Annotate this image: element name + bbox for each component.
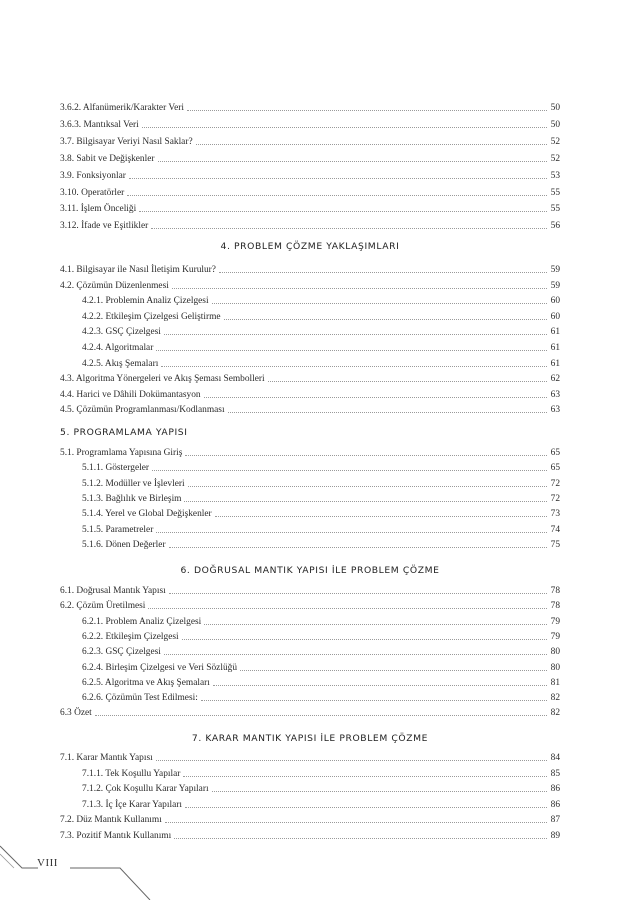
dot-leader — [148, 607, 547, 609]
toc-subentry[interactable] — [82, 460, 560, 474]
toc-entry[interactable] — [60, 168, 560, 182]
toc-entry-label: 6.2.4. Birleşim Çizelgesi ve Veri Sözlüğü — [82, 662, 238, 673]
toc-entry-label: 4.1. Bilgisayar ile Nasıl İletişim Kurulur? — [60, 265, 216, 275]
toc-entry-page: 79 — [550, 631, 560, 642]
toc-entry[interactable] — [60, 387, 560, 401]
toc-subentry[interactable] — [82, 537, 560, 551]
dot-leader — [161, 365, 547, 367]
toc-entry-label: 5.1.5. Parametreler — [82, 524, 154, 535]
toc-entry-label: 4.2.3. GSÇ Çizelgesi — [82, 327, 161, 338]
toc-entry-label: 3.8. Sabit ve Değişkenler — [60, 153, 155, 164]
dot-leader — [201, 699, 547, 701]
toc-entry-page: 50 — [550, 119, 560, 130]
toc-entry-label: 5.1. Programlama Yapısına Giriş — [60, 448, 183, 458]
toc-entry-page: 78 — [550, 586, 560, 596]
toc-entry-label: 3.10. Operatörler — [60, 187, 125, 198]
toc-entry-label: 5.1.6. Dönen Değerler — [82, 539, 166, 550]
toc-entry-page: 72 — [550, 478, 560, 489]
dot-leader — [158, 160, 547, 162]
dot-leader — [164, 653, 547, 655]
toc-subentry[interactable] — [82, 340, 560, 354]
toc-entry-page: 72 — [550, 493, 560, 504]
toc-entry-page: 87 — [550, 815, 560, 826]
toc-entry-page: 55 — [550, 204, 560, 215]
dot-leader — [196, 143, 547, 145]
toc-entry-page: 61 — [550, 327, 560, 338]
dot-leader — [187, 109, 547, 111]
dot-leader — [182, 638, 547, 640]
toc-entry[interactable] — [60, 371, 560, 385]
toc-entry-page: 52 — [550, 136, 560, 147]
toc-entry[interactable] — [60, 134, 560, 148]
toc-subentry[interactable] — [82, 491, 560, 505]
toc-entry-page: 60 — [550, 311, 560, 322]
dot-leader — [174, 837, 547, 839]
section-heading-5: 5. PROGRAMLAMA YAPISI — [60, 427, 188, 438]
toc-subentry[interactable] — [82, 356, 560, 370]
dot-leader — [172, 287, 547, 289]
toc-entry-label: 4.2.1. Problemin Analiz Çizelgesi — [82, 296, 209, 307]
dot-leader — [164, 333, 547, 335]
toc-entry-label: 3.11. İşlem Önceliği — [60, 204, 137, 215]
dot-leader — [142, 126, 547, 128]
toc-entry-label: 7.2. Düz Mantık Kullanımı — [60, 815, 162, 826]
dot-leader — [212, 302, 547, 304]
toc-entry[interactable] — [60, 185, 560, 199]
toc-entry-label: 3.6.3. Mantıksal Veri — [60, 119, 139, 130]
dot-leader — [240, 669, 547, 671]
toc-entry-page: 85 — [550, 768, 560, 779]
dot-leader — [151, 227, 547, 229]
table-of-contents — [60, 0, 560, 900]
toc-entry-label: 3.12. İfade ve Eşitlikler — [60, 221, 149, 232]
toc-entry-page: 82 — [550, 708, 560, 719]
toc-entry[interactable] — [60, 278, 560, 292]
dot-leader — [204, 396, 547, 398]
dot-leader — [156, 349, 547, 351]
toc-entry-page: 80 — [550, 647, 560, 658]
toc-subentry[interactable] — [82, 324, 560, 338]
toc-entry-page: 63 — [550, 389, 560, 400]
toc-entry-label: 6.2.3. GSÇ Çizelgesi — [82, 647, 161, 658]
section-heading-4: 4. PROBLEM ÇÖZME YAKLAŞIMLARI — [220, 241, 400, 252]
dot-leader — [184, 500, 547, 502]
toc-subentry[interactable] — [82, 293, 560, 307]
toc-entry-page: 82 — [550, 693, 560, 704]
toc-entry-label: 4.2. Çözümün Düzenlenmesi — [60, 280, 169, 291]
dot-leader — [185, 806, 547, 808]
toc-entry-label: 6.2.6. Çözümün Test Edilmesi: — [82, 693, 198, 704]
dot-leader — [169, 592, 547, 594]
toc-entry-label: 6.2.5. Algoritma ve Akış Şemaları — [82, 677, 210, 688]
toc-entry-page: 59 — [550, 280, 560, 291]
dot-leader — [219, 271, 547, 273]
toc-entry-page: 79 — [550, 616, 560, 627]
toc-entry[interactable] — [60, 402, 560, 416]
toc-entry-page: 61 — [550, 343, 560, 353]
toc-entry-page: 73 — [550, 509, 560, 520]
toc-entry[interactable] — [60, 201, 560, 215]
toc-entry-label: 7.1.2. Çok Koşullu Karar Yapıları — [82, 784, 209, 795]
toc-entry-page: 56 — [550, 221, 560, 232]
dot-leader — [268, 380, 547, 382]
toc-entry-page: 80 — [550, 662, 560, 673]
toc-subentry[interactable] — [82, 797, 560, 811]
toc-subentry[interactable] — [82, 506, 560, 520]
toc-entry-page: 86 — [550, 784, 560, 795]
toc-subentry[interactable] — [82, 614, 560, 628]
toc-entry-page: 78 — [550, 601, 560, 612]
toc-entry-page: 55 — [550, 187, 560, 198]
toc-entry-label: 6.3 Özet — [60, 708, 92, 719]
toc-entry-page: 65 — [550, 463, 560, 474]
toc-entry-label: 3.6.2. Alfanümerik/Karakter Veri — [60, 103, 185, 113]
toc-subentry[interactable] — [82, 629, 560, 643]
dot-leader — [156, 531, 547, 533]
dot-leader — [204, 623, 547, 625]
dot-leader — [212, 790, 547, 792]
toc-entry-page: 50 — [550, 103, 560, 113]
toc-entry-label: 5.1.3. Bağlılık ve Birleşim — [82, 493, 182, 504]
toc-subentry[interactable] — [82, 690, 560, 704]
toc-entry-label: 7.1.1. Tek Koşullu Yapılar — [82, 768, 181, 779]
toc-entry[interactable] — [60, 445, 560, 459]
dot-leader — [165, 821, 547, 823]
toc-entry[interactable] — [60, 583, 560, 597]
section-heading-6: 6. DOĞRUSAL MANTIK YAPISI İLE PROBLEM ÇÖZME — [180, 565, 440, 576]
toc-entry-page: 65 — [550, 448, 560, 458]
toc-entry-label: 7.1.3. İç İçe Karar Yapıları — [82, 799, 182, 810]
toc-subentry[interactable] — [82, 675, 560, 689]
toc-subentry[interactable] — [82, 644, 560, 658]
dot-leader — [224, 318, 547, 320]
toc-subentry[interactable] — [82, 522, 560, 536]
toc-entry-label: 7.1. Karar Mantık Yapısı — [60, 753, 153, 763]
dot-leader — [156, 759, 547, 761]
toc-entry-label: 7.3. Pozitif Mantık Kullanımı — [60, 831, 172, 841]
toc-subentry[interactable] — [82, 476, 560, 490]
toc-entry-page: 53 — [550, 170, 560, 181]
toc-entry-page: 74 — [550, 524, 560, 535]
toc-entry-label: 6.2. Çözüm Üretilmesi — [60, 601, 146, 612]
toc-entry[interactable] — [60, 218, 560, 232]
toc-entry-page: 81 — [550, 677, 560, 688]
toc-entry-label: 4.2.2. Etkileşim Çizelgesi Geliştirme — [82, 311, 221, 322]
toc-entry-label: 3.7. Bilgisayar Veriyi Nasıl Saklar? — [60, 136, 193, 147]
toc-entry-label: 5.1.1. Göstergeler — [82, 463, 149, 474]
dot-leader — [215, 515, 547, 517]
section-heading-7: 7. KARAR MANTIK YAPISI İLE PROBLEM ÇÖZME — [191, 733, 429, 744]
toc-entry[interactable] — [60, 750, 560, 764]
toc-entry-page: 75 — [550, 539, 560, 550]
toc-entry[interactable] — [60, 100, 560, 114]
toc-entry-page: 89 — [550, 831, 560, 841]
toc-entry-label: 4.2.4. Algoritmalar — [82, 343, 154, 353]
dot-leader — [152, 469, 547, 471]
dot-leader — [183, 775, 547, 777]
toc-entry-label: 6.2.2. Etkileşim Çizelgesi — [82, 631, 179, 642]
dot-leader — [95, 714, 547, 716]
toc-entry-label: 4.2.5. Akış Şemaları — [82, 358, 159, 369]
toc-entry-page: 52 — [550, 153, 560, 164]
toc-entry-page: 59 — [550, 265, 560, 275]
toc-entry-page: 86 — [550, 799, 560, 810]
dot-leader — [127, 194, 547, 196]
toc-entry-label: 5.1.2. Modüller ve İşlevleri — [82, 478, 185, 489]
toc-entry[interactable] — [60, 598, 560, 612]
toc-subentry[interactable] — [82, 766, 560, 780]
toc-entry-page: 60 — [550, 296, 560, 307]
toc-entry-page: 84 — [550, 753, 560, 763]
dot-leader — [228, 411, 547, 413]
dot-leader — [139, 210, 547, 212]
dot-leader — [185, 454, 547, 456]
toc-entry-label: 6.1. Doğrusal Mantık Yapısı — [60, 586, 166, 596]
page-number: VIII — [37, 857, 58, 869]
toc-entry-label: 4.5. Çözümün Programlanması/Kodlanması — [60, 405, 225, 416]
toc-entry-label: 3.9. Fonksiyonlar — [60, 170, 126, 181]
toc-entry[interactable] — [60, 705, 560, 719]
toc-entry[interactable] — [60, 262, 560, 276]
dot-leader — [188, 485, 547, 487]
toc-subentry[interactable] — [82, 309, 560, 323]
dot-leader — [213, 684, 547, 686]
toc-entry-label: 4.3. Algoritma Yönergeleri ve Akış Şeması Sembolleri — [60, 374, 265, 385]
toc-entry-page: 63 — [550, 405, 560, 416]
toc-entry[interactable] — [60, 151, 560, 165]
toc-entry-page: 62 — [550, 374, 560, 385]
dot-leader — [169, 546, 547, 548]
dot-leader — [129, 177, 547, 179]
toc-subentry[interactable] — [82, 660, 560, 674]
toc-subentry[interactable] — [82, 781, 560, 795]
toc-entry-label: 6.2.1. Problem Analiz Çizelgesi — [82, 616, 202, 627]
toc-entry[interactable] — [60, 117, 560, 131]
toc-entry-label: 4.4. Harici ve Dâhili Dokümantasyon — [60, 389, 201, 400]
toc-entry-page: 61 — [550, 358, 560, 369]
toc-entry-label: 5.1.4. Yerel ve Global Değişkenler — [82, 509, 212, 520]
footer-decoration — [0, 820, 160, 900]
